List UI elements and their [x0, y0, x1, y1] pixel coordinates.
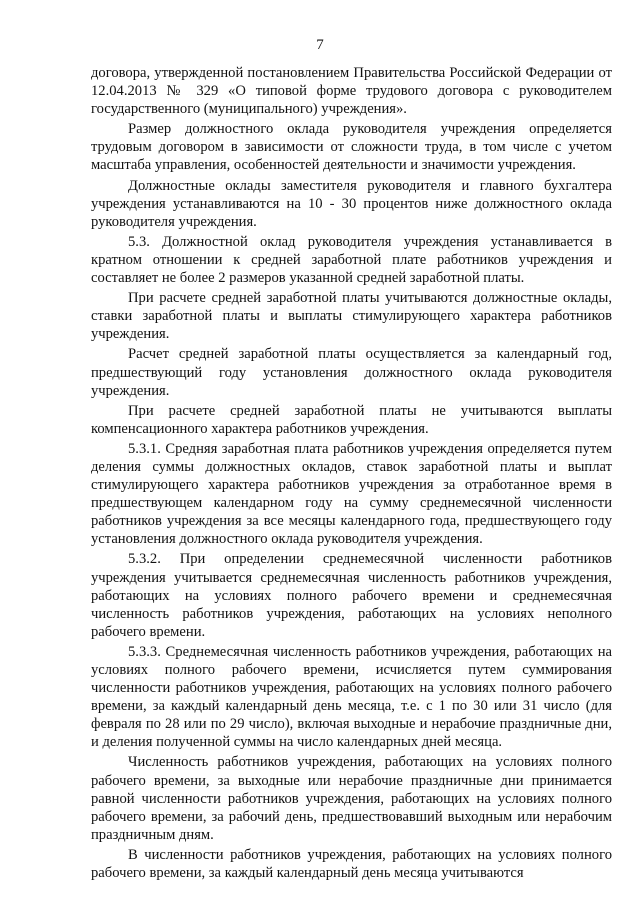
- document-body: [91, 64, 612, 884]
- page-number: 7: [316, 37, 324, 53]
- paragraph: При расчете средней заработной платы учитываются должностные оклады, ставки заработной платы и выплаты стимулирующего характера работников учреждения.: [91, 290, 612, 343]
- paragraph: 5.3.3. Среднемесячная численность работников учреждения, работающих на условиях полного рабочего времени, исчисляется путем суммирования численности работников учреждения, работающих на условиях полного рабочего времени, за каждый календарный день месяца, т.е. с 1 по 30 или 31 число (для февраля по 28 или по 29 число), включая выходные и нерабочие праздничные дни, и деления полученной суммы на число календарных дней месяца.: [91, 643, 612, 751]
- paragraph: Численность работников учреждения, работающих на условиях полного рабочего времени, за выходные или нерабочие праздничные дни принимается равной численности работников учреждения, работающих на условиях полного рабочего времени, за рабочий день, предшествовавший выходным или нерабочим праздничным дням.: [91, 754, 612, 843]
- paragraph: 5.3. Должностной оклад руководителя учреждения устанавливается в кратном отношении к средней заработной плате работников учреждения и составляет не более 2 размеров указанной средней заработной платы.: [91, 233, 612, 287]
- paragraph: В численности работников учреждения, работающих на условиях полного рабочего времени, за каждый календарный день месяца учитываются: [91, 846, 612, 882]
- paragraph: При расчете средней заработной платы не учитываются выплаты компенсационного характера работников учреждения.: [91, 402, 612, 437]
- paragraph: Размер должностного оклада руководителя учреждения определяется трудовым договором в зависимости от сложности труда, в том числе с учетом масштаба управления, особенностей деятельности и значимости учреждения.: [91, 121, 612, 174]
- paragraph: договора, утвержденной постановлением Правительства Российской Федерации от 12.04.2013 № 329 «О типовой форме трудового договора с руководителем государственного (муниципального) учреждения».: [91, 65, 612, 118]
- paragraph: 5.3.1. Средняя заработная плата работников учреждения определяется путем деления суммы должностных окладов, ставок заработной платы и выплат стимулирующего характера работников учреждения за отработанное время в предшествующем календарном году на сумму среднемесячной численности работников учреждения за все месяцы календарного года, предшествующего году установления должностного оклада руководителя учреждения.: [91, 440, 612, 548]
- paragraph: Расчет средней заработной платы осуществляется за календарный год, предшествующий году установления должностного оклада руководителя учреждения.: [91, 346, 612, 399]
- paragraph: 5.3.2. При определении среднемесячной численности работников учреждения учитывается среднемесячная численность работников учреждения, работающих на условиях полного рабочего времени и среднемесячная численность работников учреждения, работающих на условиях неполного рабочего времени.: [91, 551, 612, 640]
- paragraph: Должностные оклады заместителя руководителя и главного бухгалтера учреждения устанавливаются на 10 - 30 процентов ниже должностного оклада руководителя учреждения.: [91, 177, 612, 230]
